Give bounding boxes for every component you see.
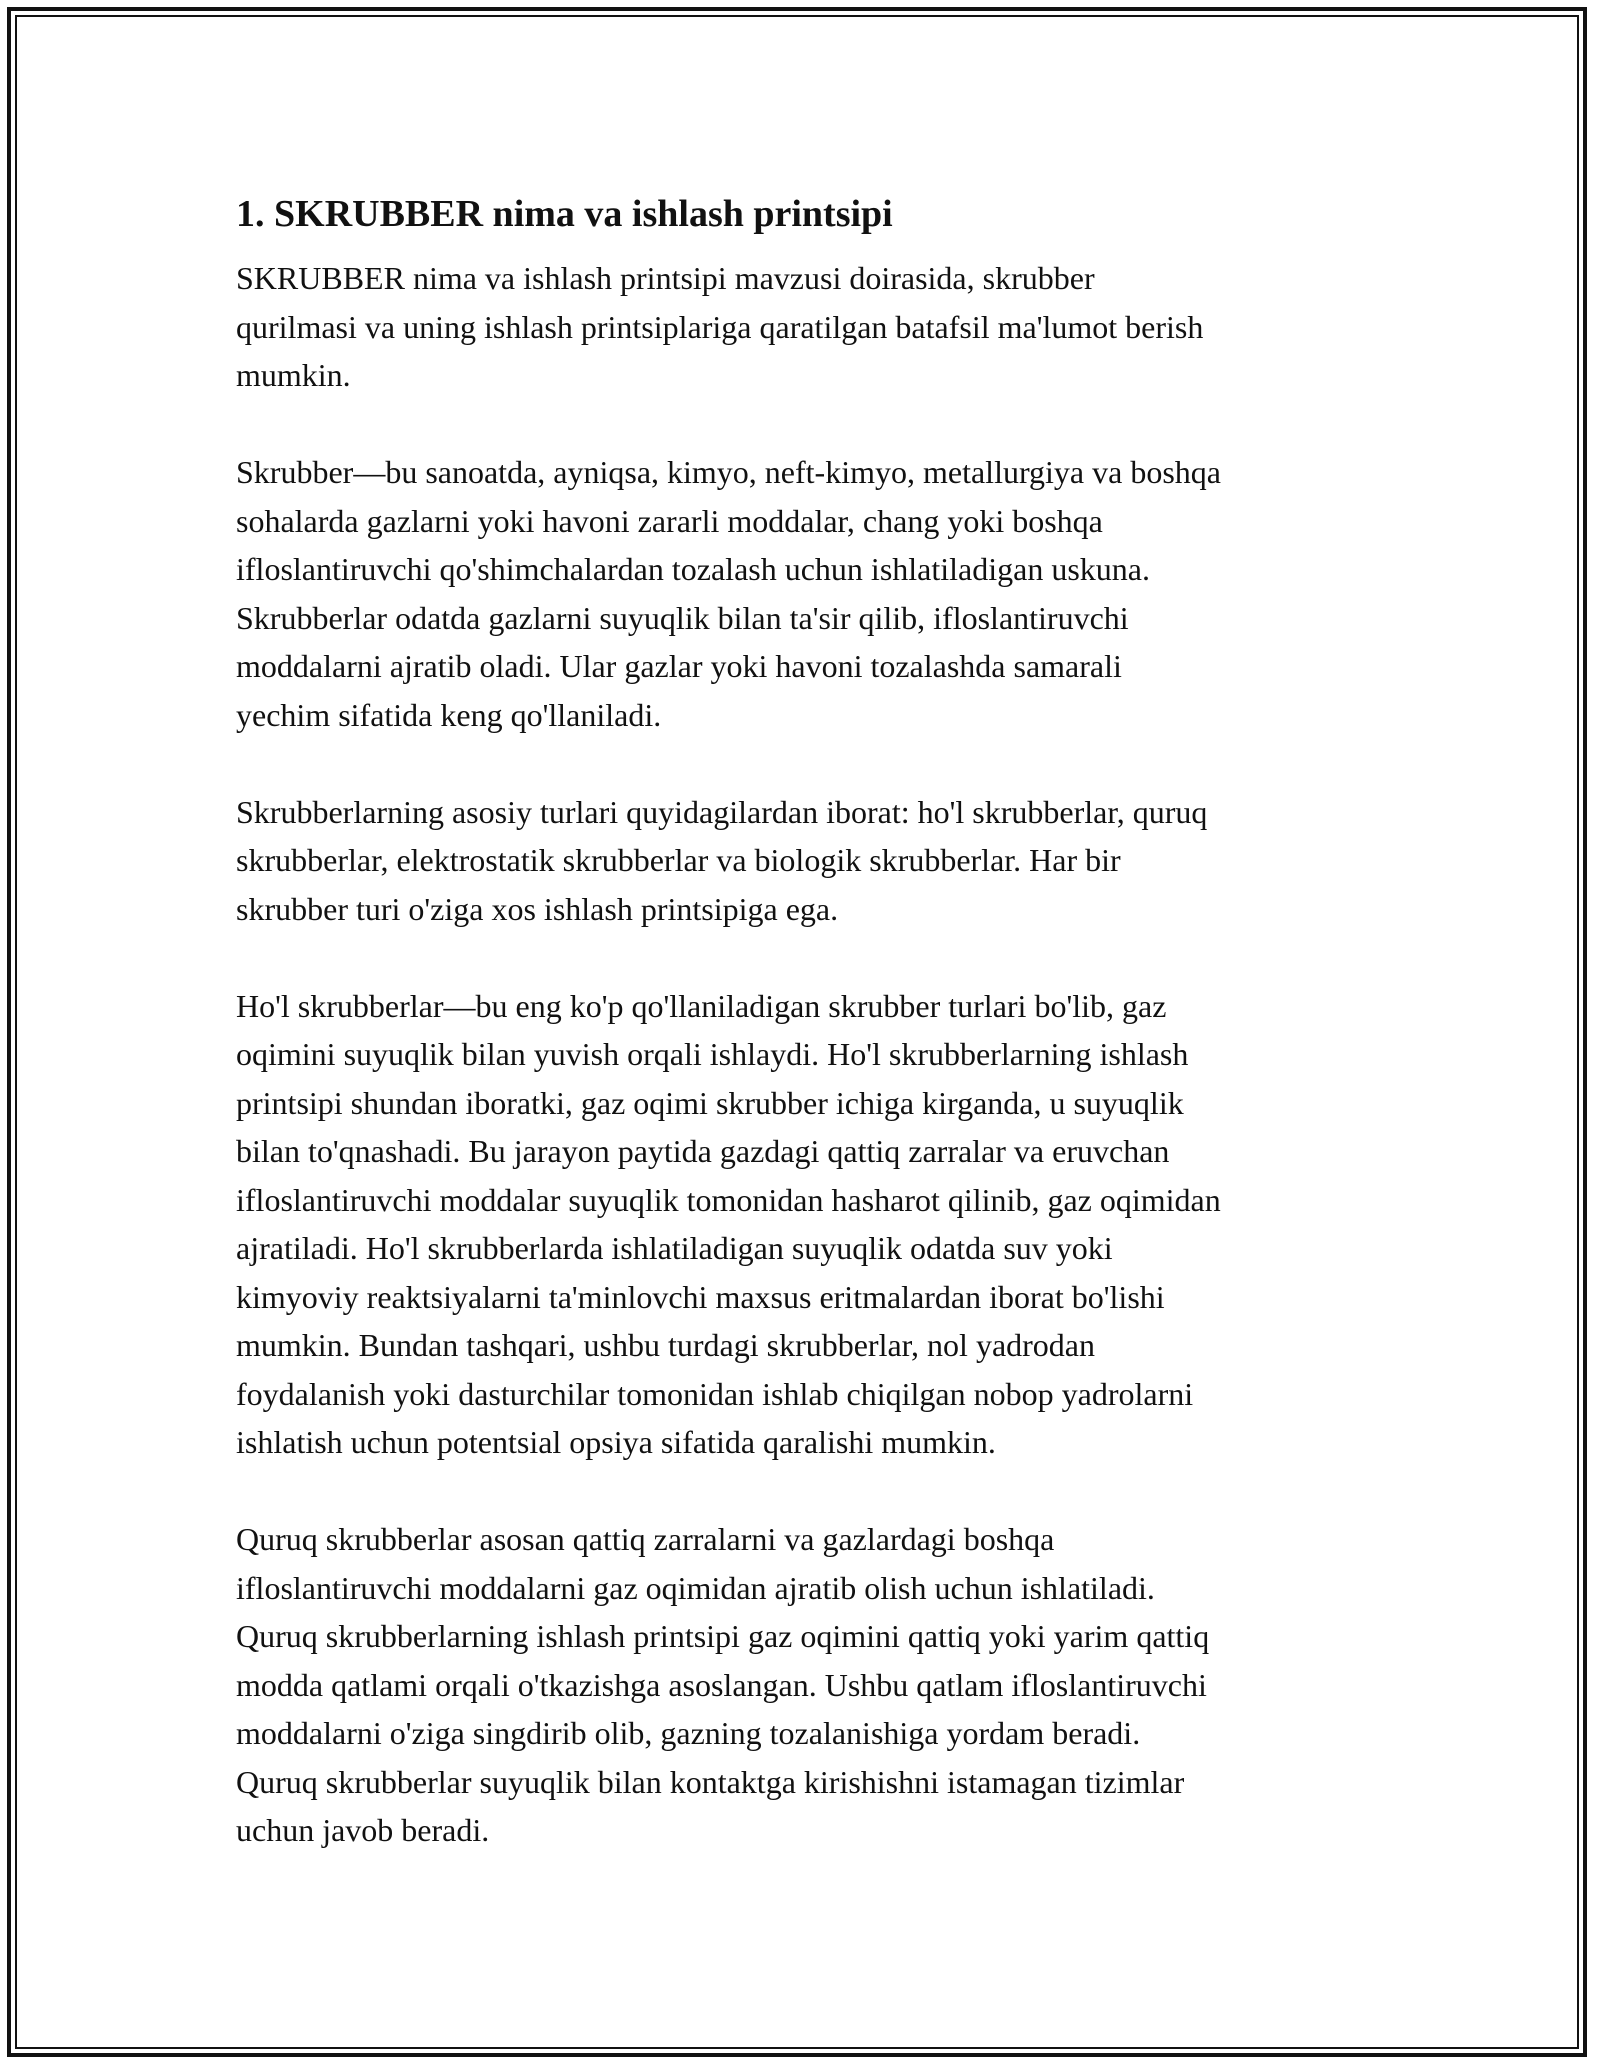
document-body bbox=[236, 188, 1372, 1903]
paragraph bbox=[236, 254, 1372, 400]
paragraph-list bbox=[236, 254, 1372, 1855]
paragraph-line: mumkin. bbox=[236, 357, 351, 393]
paragraph bbox=[236, 788, 1372, 934]
paragraph-line: Quruq skrubberlar suyuqlik bilan kontaktga kirishishni istamagan tizimlar bbox=[236, 1763, 1185, 1800]
paragraph-line: ifloslantiruvchi moddalar suyuqlik tomonidan hasharot qilinib, gaz oqimidan bbox=[236, 1181, 1221, 1218]
paragraph-line: mumkin. Bundan tashqari, ushbu turdagi skrubberlar, nol yadrodan bbox=[236, 1327, 1095, 1363]
paragraph-line: modda qatlami orqali o'tkazishga asoslangan. Ushbu qatlam ifloslantiruvchi bbox=[236, 1666, 1207, 1703]
paragraph-line: SKRUBBER nima va ishlash printsipi mavzusi doirasida, skrubber bbox=[236, 260, 1095, 296]
paragraph-line: oqimini suyuqlik bilan yuvish orqali ishlaydi. Ho'l skrubberlarning ishlash bbox=[236, 1036, 1189, 1072]
paragraph-line: Skrubber—bu sanoatda, ayniqsa, kimyo, neft-kimyo, metallurgiya va boshqa bbox=[236, 454, 1221, 490]
paragraph bbox=[236, 448, 1372, 739]
paragraph-line: Quruq skrubberlar asosan qattiq zarralarni va gazlardagi boshqa bbox=[236, 1521, 1055, 1557]
paragraph-line: Skrubberlar odatda gazlarni suyuqlik bilan ta'sir qilib, ifloslantiruvchi bbox=[236, 599, 1129, 636]
paragraph-line: foydalanish yoki dasturchilar tomonidan ishlab chiqilgan nobop yadrolarni bbox=[236, 1375, 1194, 1412]
paragraph-line: bilan to'qnashadi. Bu jarayon paytida gazdagi qattiq zarralar va eruvchan bbox=[236, 1133, 1170, 1169]
paragraph-line: Quruq skrubberlarning ishlash printsipi gaz oqimini qattiq yoki yarim qattiq bbox=[236, 1618, 1210, 1654]
paragraph-line: Ho'l skrubberlar—bu eng ko'p qo'llaniladigan skrubber turlari bo'lib, gaz bbox=[236, 987, 1167, 1024]
paragraph-line: yechim sifatida keng qo'llaniladi. bbox=[236, 696, 662, 733]
paragraph-line: moddalarni ajratib oladi. Ular gazlar yoki havoni tozalashda samarali bbox=[236, 648, 1122, 684]
paragraph-line: skrubberlar, elektrostatik skrubberlar va biologik skrubberlar. Har bir bbox=[236, 842, 1121, 878]
paragraph-line: printsipi shundan iboratki, gaz oqimi skrubber ichiga kirganda, u suyuqlik bbox=[236, 1084, 1184, 1121]
paragraph-line: kimyoviy reaktsiyalarni ta'minlovchi maxsus eritmalardan iborat bo'lishi bbox=[236, 1278, 1165, 1315]
paragraph bbox=[236, 982, 1372, 1467]
paragraph-line: qurilmasi va uning ishlash printsiplariga qaratilgan batafsil ma'lumot berish bbox=[236, 308, 1204, 345]
section-title: 1. SKRUBBER nima va ishlash printsipi bbox=[236, 193, 893, 235]
paragraph-line: ajratiladi. Ho'l skrubberlarda ishlatiladigan suyuqlik odatda suv yoki bbox=[236, 1230, 1113, 1266]
paragraph-line: ifloslantiruvchi moddalarni gaz oqimidan ajratib olish uchun ishlatiladi. bbox=[236, 1569, 1155, 1606]
paragraph-line: sohalarda gazlarni yoki havoni zararli moddalar, chang yoki boshqa bbox=[236, 502, 1103, 539]
paragraph bbox=[236, 1515, 1372, 1855]
paragraph-line: moddalarni o'ziga singdirib olib, gazning tozalanishiga yordam beradi. bbox=[236, 1715, 1141, 1751]
paragraph-line: Skrubberlarning asosiy turlari quyidagilardan iborat: ho'l skrubberlar, quruq bbox=[236, 793, 1208, 830]
paragraph-line: ifloslantiruvchi qo'shimchalardan tozalash uchun ishlatiladigan uskuna. bbox=[236, 551, 1150, 587]
paragraph-line: skrubber turi o'ziga xos ishlash printsipiga ega. bbox=[236, 890, 839, 927]
paragraph-line: uchun javob beradi. bbox=[236, 1812, 490, 1848]
paragraph-line: ishlatish uchun potentsial opsiya sifatida qaralishi mumkin. bbox=[236, 1424, 996, 1460]
